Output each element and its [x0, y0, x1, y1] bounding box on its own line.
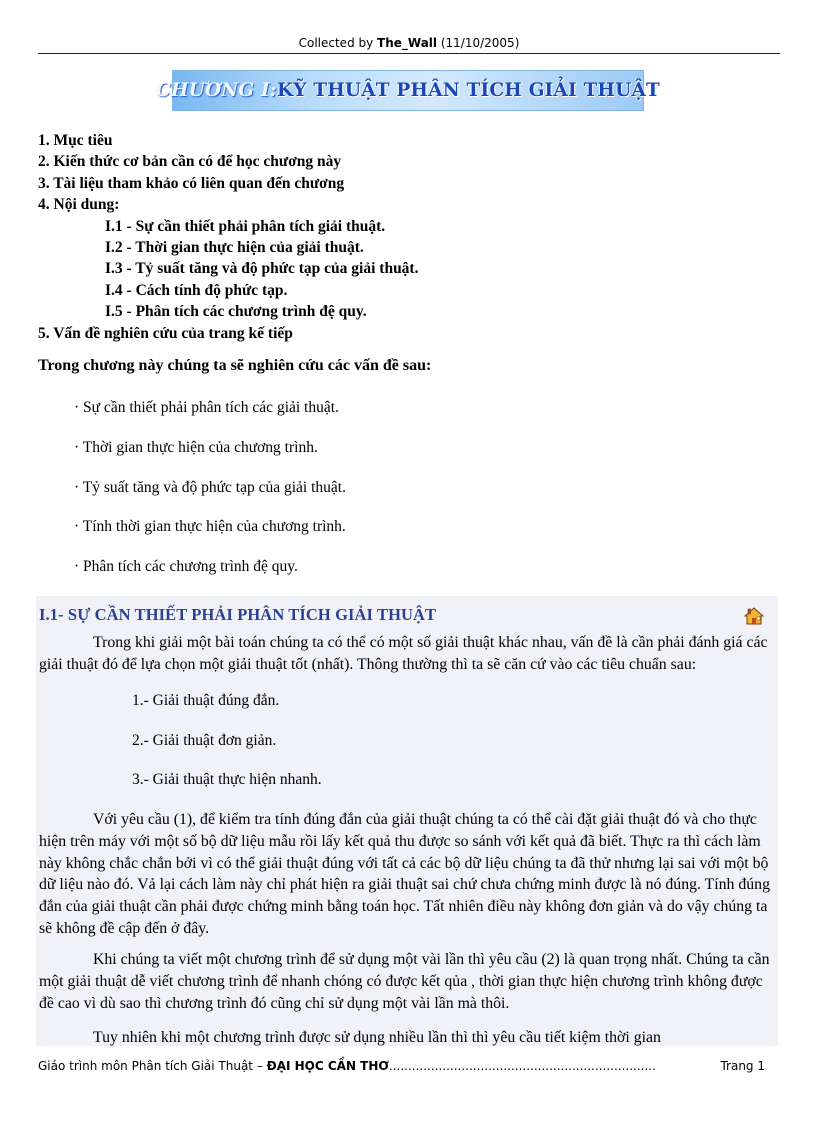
- criterion-item: 2.- Giải thuật đơn giản.: [132, 732, 277, 749]
- chapter-title: KỸ THUẬT PHÂN TÍCH GIẢI THUẬT: [276, 80, 660, 101]
- topic-bullet: · Tính thời gian thực hiện của chương trình.: [74, 518, 346, 535]
- chapter-intro: Trong chương này chúng ta sẽ nghiên cứu các vấn đề sau:: [38, 357, 432, 374]
- section-paragraph: Trong khi giải một bài toán chúng ta có thể có một số giải thuật khác nhau, vấn đề là cần phải đánh giá các giải thuật đó để lựa chọn một giải thuật tốt (nhất). Thông thường thì ta sẽ căn cứ vào các tiêu chuẩn sau:: [39, 634, 768, 673]
- toc-item: 2. Kiến thức cơ bản cần có để học chương này: [38, 153, 342, 171]
- toc-subitem: I.3 - Tỷ suất tăng và độ phức tạp của giải thuật.: [105, 260, 419, 278]
- toc-subitem: I.5 - Phân tích các chương trình đệ quy.: [105, 303, 367, 321]
- header-rule: [38, 53, 780, 54]
- header-date: (11/10/2005): [437, 36, 520, 50]
- toc-subitem: I.2 - Thời gian thực hiện của giải thuật.: [105, 239, 364, 257]
- toc-item: 1. Mục tiêu: [38, 132, 113, 149]
- toc-item: 5. Vấn đề nghiên cứu của trang kế tiếp: [38, 324, 293, 342]
- topic-bullet: · Thời gian thực hiện của chương trình.: [74, 439, 318, 456]
- header-author: The_Wall: [377, 36, 438, 50]
- section-title: I.1- SỰ CẦN THIẾT PHẢI PHÂN TÍCH GIẢI THUẬT: [39, 605, 437, 624]
- topic-bullet: · Tỷ suất tăng và độ phức tạp của giải thuật.: [74, 479, 346, 496]
- header-prefix: Collected by: [298, 36, 378, 50]
- chapter-label: CHƯƠNG I:: [156, 80, 277, 101]
- footer-text: Giáo trình môn Phân tích Giải Thuật – ĐẠI HỌC CẦN THƠ......................................................................: [38, 1059, 656, 1073]
- page-number: Trang 1: [720, 1059, 765, 1073]
- table-of-contents: [38, 130, 778, 344]
- toc-subitem: I.1 - Sự cần thiết phải phân tích giải thuật.: [105, 217, 386, 235]
- criterion-item: 1.- Giải thuật đúng đắn.: [132, 692, 280, 709]
- section-paragraph: Khi chúng ta viết một chương trình để sử dụng một vài lần thì yêu cầu (2) là quan trọng nhất. Chúng ta cần một giải thuật dễ viết chương trình để nhanh chóng có được kết qủa , thời gian thực hiện chương trình không được đề cao vì dù sao thì chương trình đó cũng chỉ sử dụng một vài lần mà thôi.: [39, 951, 770, 1012]
- topic-bullet: · Sự cần thiết phải phân tích các giải thuật.: [74, 399, 339, 416]
- page-header: [38, 36, 780, 52]
- page-footer: [38, 1059, 765, 1075]
- toc-item: 3. Tài liệu tham khảo có liên quan đến chương: [38, 174, 345, 192]
- section-i1: [36, 596, 778, 1046]
- chapter-banner: [156, 70, 660, 111]
- section-paragraph: Tuy nhiên khi một chương trình được sử dụng nhiều lần thì thì yêu cầu tiết kiệm thời gian: [93, 1029, 661, 1046]
- toc-item: 4. Nội dung:: [38, 196, 120, 214]
- topic-bullet: · Phân tích các chương trình đệ quy.: [74, 558, 298, 575]
- toc-subitem: I.4 - Cách tính độ phức tạp.: [105, 281, 288, 299]
- home-icon[interactable]: [744, 607, 764, 625]
- footer-dots: ......................................................................: [388, 1059, 656, 1073]
- footer-school: ĐẠI HỌC CẦN THƠ: [266, 1059, 389, 1073]
- section-paragraph: Với yêu cầu (1), để kiểm tra tính đúng đắn của giải thuật chúng ta có thể cài đặt giải thuật đó và cho thực hiện trên máy với một số bộ dữ liệu mẫu rồi lấy kết quả thu được so sánh với kết quả đã biết. Thực ra thì cách làm này không chắc chắn bởi vì có thể giải thuật đúng với tất cả các bộ dữ liệu chúng ta đã thử nhưng lại sai với một bộ dữ liệu nào đó. Vả lại cách làm này chỉ phát hiện ra giải thuật sai chứ chưa chứng minh được là nó đúng. Tính đúng đắn của giải thuật cần phải được chứng minh bằng toán học. Tất nhiên điều này không đơn giản và do vậy chúng ta sẽ không đề cập đến ở đây.: [39, 811, 770, 937]
- criterion-item: 3.- Giải thuật thực hiện nhanh.: [132, 771, 322, 788]
